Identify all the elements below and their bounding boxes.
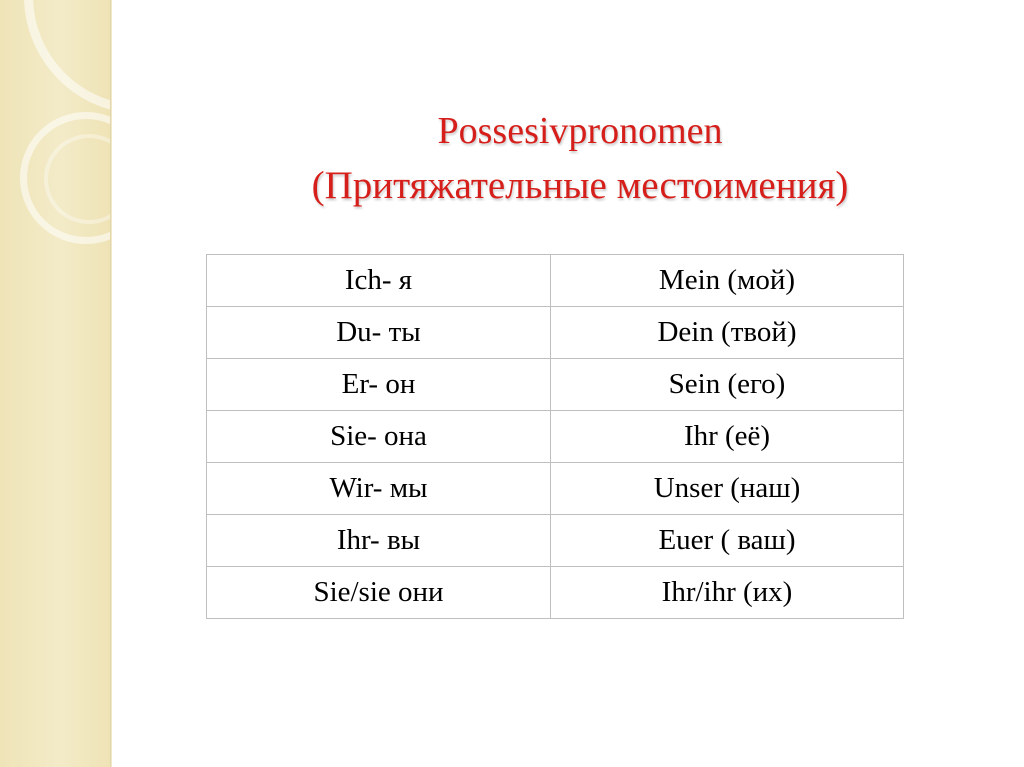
possessive-pronoun-cell: Euer ( ваш) [551, 515, 904, 567]
table-row [207, 359, 904, 411]
possessive-pronoun-cell: Ihr/ihr (их) [551, 567, 904, 619]
personal-pronoun-cell: Wir- мы [207, 463, 551, 515]
table-row [207, 307, 904, 359]
table-row [207, 463, 904, 515]
table-row [207, 515, 904, 567]
pronoun-table [206, 254, 904, 619]
table-row [207, 255, 904, 307]
decorative-left-band [0, 0, 110, 767]
possessive-pronoun-cell: Dein (твой) [551, 307, 904, 359]
slide-subtitle: (Притяжательные местоимения) [311, 164, 849, 207]
personal-pronoun-cell: Er- он [207, 359, 551, 411]
personal-pronoun-cell: Ihr- вы [207, 515, 551, 567]
band-edge [110, 0, 112, 767]
table-row [207, 411, 904, 463]
personal-pronoun-cell: Ich- я [207, 255, 551, 307]
table-row [207, 567, 904, 619]
personal-pronoun-cell: Sie- она [207, 411, 551, 463]
possessive-pronoun-cell: Unser (наш) [551, 463, 904, 515]
slide-title: Possesivpronomen [437, 110, 723, 152]
possessive-pronoun-cell: Ihr (её) [551, 411, 904, 463]
personal-pronoun-cell: Sie/sie они [207, 567, 551, 619]
possessive-pronoun-cell: Mein (мой) [551, 255, 904, 307]
personal-pronoun-cell: Du- ты [207, 307, 551, 359]
possessive-pronoun-cell: Sein (его) [551, 359, 904, 411]
decorative-ring [44, 134, 134, 224]
decorative-ring [24, 0, 260, 114]
